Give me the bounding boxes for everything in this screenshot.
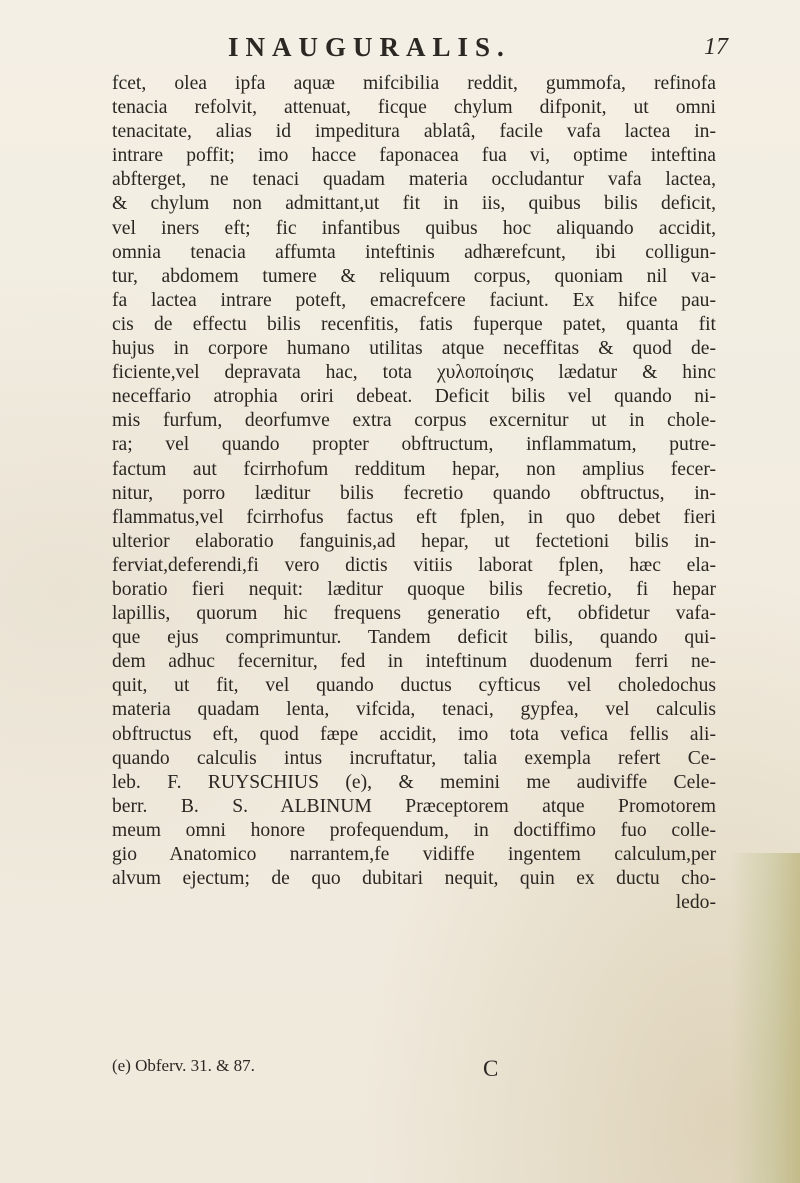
text-line: mis furfum, deorfumve extra corpus excernitur ut in chole- (112, 410, 716, 432)
text-line: fa lactea intrare poteft, emacrefcere faciunt. Ex hifce pau- (112, 289, 716, 311)
text-line: tenacia refolvit, attenuat, ficque chylum difponit, ut omni (112, 97, 716, 119)
text-line: ulterior elaboratio fanguinis,ad hepar, ut fectetioni bilis in- (112, 530, 716, 552)
text-line: lapillis, quorum hic frequens generatio eft, obfidetur vafa- (112, 603, 716, 625)
text-line: ficiente,vel depravata hac, tota χυλοποίησις lædatur & hinc (112, 362, 716, 384)
text-line: neceffario atrophia oriri debeat. Deficit bilis vel quando ni- (112, 386, 716, 408)
text-line: que ejus comprimuntur. Tandem deficit bilis, quando qui- (112, 627, 716, 649)
text-line: omnia tenacia affumta inteftinis adhærefcunt, ibi colligun- (112, 241, 716, 263)
text-line: quando calculis intus incruftatur, talia exempla refert Ce- (112, 747, 716, 769)
text-line: gio Anatomico narrantem,fe vidiffe ingentem calculum,per (112, 844, 716, 865)
text-line: boratio fieri nequit: læditur quoque bilis fecretio, fi hepar (112, 578, 716, 600)
text-line: cis de effectu bilis recenfitis, fatis fuperque patet, quanta fit (112, 313, 716, 335)
text-line: obftructus eft, quod fæpe accidit, imo tota vefica fellis ali- (112, 723, 716, 745)
text-line: quit, ut fit, vel quando ductus cyfticus vel choledochus (112, 675, 716, 697)
running-head: INAUGURALIS. (228, 32, 511, 62)
catchword-line: ledo- (675, 892, 716, 914)
text-line: intrare poffit; imo hacce faponacea fua vi, optime inteftina (112, 145, 716, 167)
text-line: hujus in corpore humano utilitas atque neceffitas & quod de- (112, 338, 716, 360)
signature-mark: C (483, 1056, 499, 1081)
text-line: & chylum non admittant,ut fit in iis, quibus bilis deficit, (112, 193, 716, 215)
page-number: 17 (704, 34, 728, 60)
footnote: (e) Obferv. 31. & 87. (112, 1056, 255, 1075)
body-text (112, 72, 716, 915)
text-line: alvum ejectum; de quo dubitari nequit, quin ex ductu cho- (112, 868, 716, 890)
text-line: materia quadam lenta, vifcida, tenaci, gypfea, vel calculis (112, 699, 716, 721)
text-line: flammatus,vel fcirrhofus factus eft fplen, in quo debet fieri (112, 506, 716, 528)
text-line: dem adhuc fecernitur, fed in inteftinum duodenum ferri ne- (112, 651, 716, 673)
text-line: tur, abdomem tumere & reliquum corpus, quoniam nil va- (112, 265, 716, 287)
text-line: nitur, porro læditur bilis fecretio quando obftructus, in- (112, 482, 716, 504)
text-line: ferviat,deferendi,fi vero dictis vitiis laborat fplen, hæc ela- (112, 554, 716, 576)
text-line: ra; vel quando propter obftructum, inflammatum, putre- (112, 434, 716, 456)
text-line: vel iners eft; fic infantibus quibus hoc aliquando accidit, (112, 217, 716, 239)
text-line: abfterget, ne tenaci quadam materia occludantur vafa lactea, (112, 169, 716, 191)
text-line: fcet, olea ipfa aquæ mifcibilia reddit, gummofa, refinofa (112, 73, 716, 94)
text-line: tenacitate, alias id impeditura ablatâ, facile vafa lactea in- (112, 121, 716, 143)
paper-stain (730, 853, 800, 1183)
text-line: leb. F. RUYSCHIUS (e), & memini me audiviffe Cele- (112, 771, 716, 793)
text-line: meum omni honore profequendum, in doctiffimo fuo colle- (112, 819, 716, 841)
text-line: factum aut fcirrhofum redditum hepar, non amplius fecer- (112, 458, 716, 480)
text-line: berr. B. S. ALBINUM Præceptorem atque Promotorem (112, 795, 716, 817)
